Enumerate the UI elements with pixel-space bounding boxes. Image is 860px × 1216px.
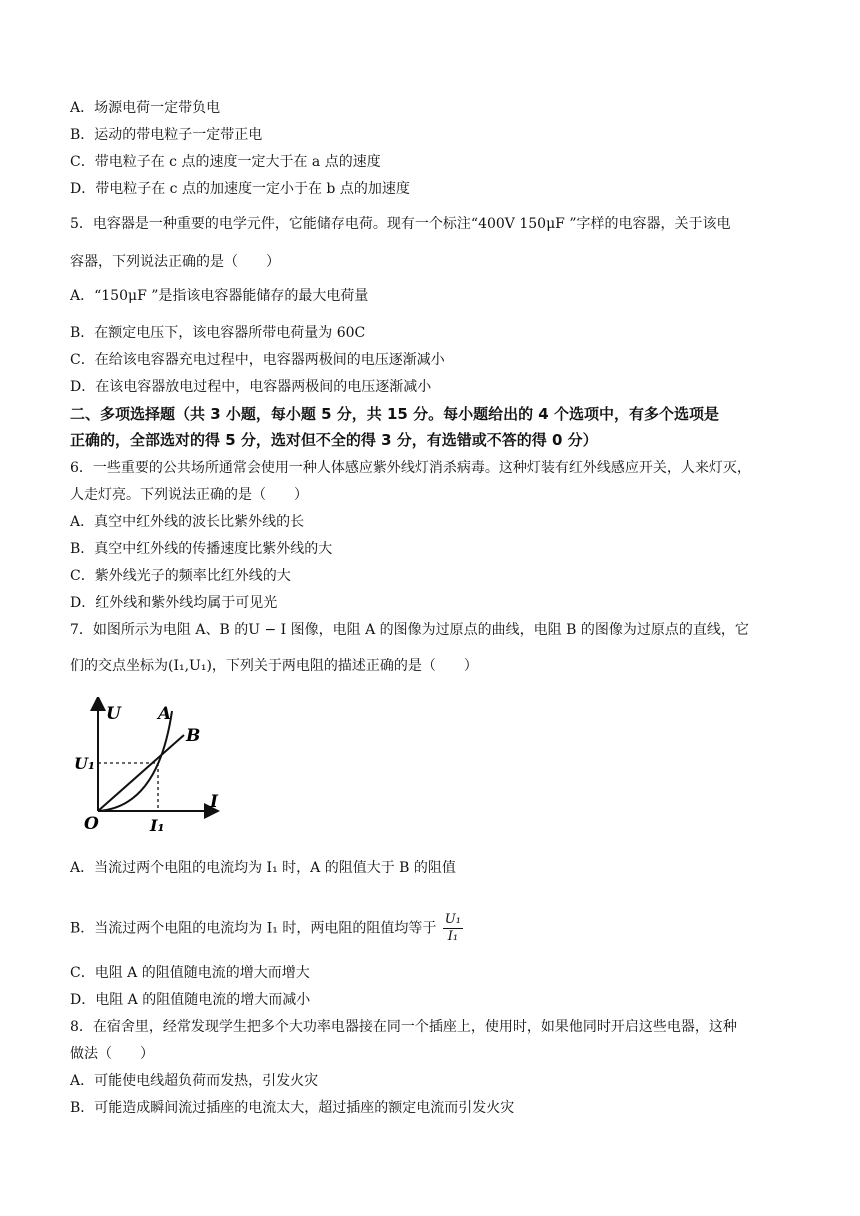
q6-stem-line2: 人走灯亮。下列说法正确的是（ ） xyxy=(70,487,308,503)
q4-option-a: A．场源电荷一定带负电 xyxy=(70,100,221,116)
q8-stem-line1: 8．在宿舍里，经常发现学生把多个大功率电器接在同一个插座上，使用时，如果他同时开启这些电器，这种 xyxy=(70,1019,737,1035)
q8-option-b: B．可能造成瞬间流过插座的电流太大，超过插座的额定电流而引发火灾 xyxy=(70,1100,515,1116)
q6-option-d: D．红外线和紫外线均属于可见光 xyxy=(70,595,278,611)
i1-label: I₁ xyxy=(150,816,165,835)
u1-over-i1-fraction xyxy=(443,912,463,945)
q6-option-b: B．真空中红外线的传播速度比紫外线的大 xyxy=(70,541,333,557)
q7-option-b-text: B．当流过两个电阻的电流均为 I₁ 时，两电阻的阻值均等于 xyxy=(70,920,437,937)
q5-stem-line2: 容器，下列说法正确的是（ ） xyxy=(70,254,280,270)
u1-label: U₁ xyxy=(74,754,95,773)
q7-stem-line1: 7．如图所示为电阻 A、B 的U − I 图像，电阻 A 的图像为过原点的曲线，电阻 B 的图像为过原点的直线，它 xyxy=(70,622,749,638)
ui-graph xyxy=(72,697,232,839)
q6-option-a: A．真空中红外线的波长比紫外线的长 xyxy=(70,514,305,530)
q5-option-a: A．“150μF ”是指该电容器能储存的最大电荷量 xyxy=(70,288,369,304)
u-axis-label: U xyxy=(106,704,121,724)
q4-option-c: C．带电粒子在 c 点的速度一定大于在 a 点的速度 xyxy=(70,154,381,170)
q8-option-a: A．可能使电线超负荷而发热，引发火灾 xyxy=(70,1073,319,1089)
i-axis-label: I xyxy=(210,792,218,812)
q6-option-c: C．紫外线光子的频率比红外线的大 xyxy=(70,568,291,584)
q7-option-c: C．电阻 A 的阻值随电流的增大而增大 xyxy=(70,965,310,981)
q7-option-b xyxy=(70,912,463,945)
fraction-denominator: I₁ xyxy=(447,929,459,944)
q6-stem-line1: 6．一些重要的公共场所通常会使用一种人体感应紫外线灯消杀病毒。这种灯装有红外线感应开关，人来灯灭， xyxy=(70,460,751,476)
q7-stem-line2: 们的交点坐标为(I₁,U₁)，下列关于两电阻的描述正确的是（ ） xyxy=(70,658,478,674)
section2-heading-line2: 正确的，全部选对的得 5 分，选对但不全的得 3 分，有选错或不答的得 0 分） xyxy=(70,431,598,449)
line-b-label: B xyxy=(186,726,201,746)
origin-label: O xyxy=(84,814,99,834)
curve-a xyxy=(98,711,172,811)
line-b xyxy=(98,735,184,811)
section2-heading-line1: 二、多项选择题（共 3 小题，每小题 5 分，共 15 分。每小题给出的 4 个选项中，有多个选项是 xyxy=(70,405,719,423)
q4-option-d: D．带电粒子在 c 点的加速度一定小于在 b 点的加速度 xyxy=(70,181,410,197)
q5-option-d: D．在该电容器放电过程中，电容器两极间的电压逐渐减小 xyxy=(70,379,432,395)
curve-a-label: A xyxy=(158,704,172,724)
q5-option-b: B．在额定电压下，该电容器所带电荷量为 60C xyxy=(70,325,366,341)
q5-stem-line1: 5．电容器是一种重要的电学元件，它能储存电荷。现有一个标注“400V 150μF ”字样的电容器，关于该电 xyxy=(70,216,731,232)
q7-option-a: A．当流过两个电阻的电流均为 I₁ 时，A 的阻值大于 B 的阻值 xyxy=(70,860,456,876)
q5-option-c: C．在给该电容器充电过程中，电容器两极间的电压逐渐减小 xyxy=(70,352,445,368)
q7-option-d: D．电阻 A 的阻值随电流的增大而减小 xyxy=(70,992,311,1008)
q4-option-b: B．运动的带电粒子一定带正电 xyxy=(70,127,263,143)
q8-stem-line2: 做法（ ） xyxy=(70,1046,154,1062)
fraction-numerator: U₁ xyxy=(444,912,461,927)
